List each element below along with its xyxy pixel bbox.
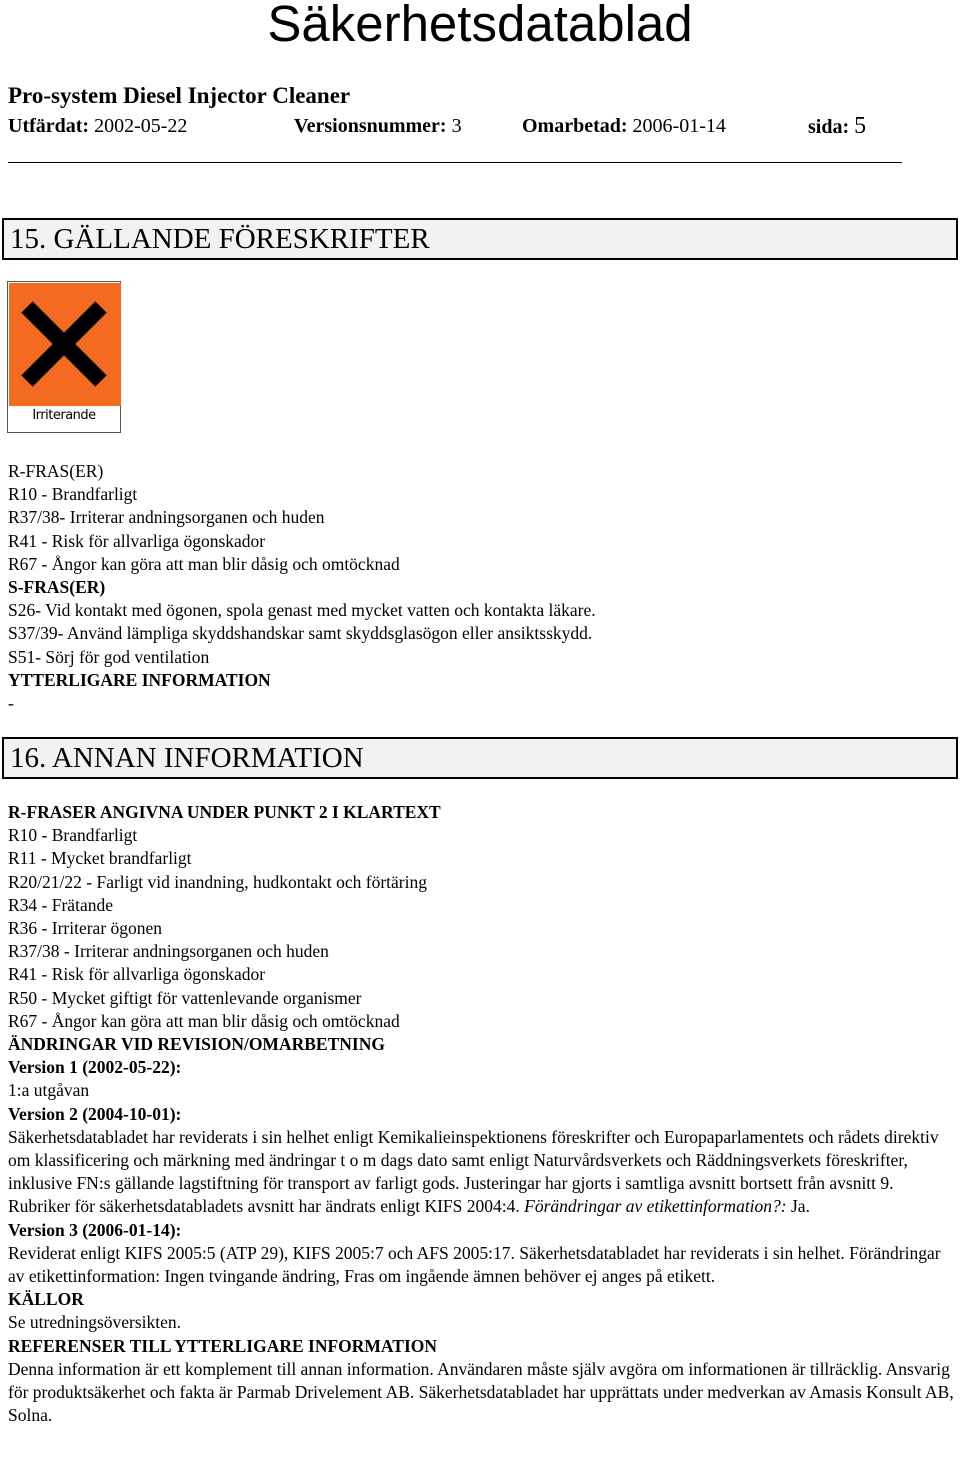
section-15-line: S37/39- Använd lämpliga skyddshandskar samt skyddsglasögon eller ansiktsskydd. (8, 623, 593, 644)
rphrase-item: R37/38 - Irriterar andningsorganen och huden (8, 941, 329, 962)
version-value: 3 (451, 115, 462, 137)
section-16-header (2, 737, 958, 779)
issued-value: 2002-05-22 (94, 115, 188, 137)
rphrase-item: R41 - Risk för allvarliga ögonskador (8, 964, 266, 985)
version-2-end: Ja. (791, 1196, 810, 1217)
hazard-symbol-background (9, 283, 121, 406)
rphrases-heading: R-FRASER ANGIVNA UNDER PUNKT 2 I KLARTEXT (8, 802, 441, 822)
version-number (294, 112, 462, 140)
rphrase-item: R34 - Frätande (8, 894, 113, 915)
section-15-heading: 15. GÄLLANDE FÖRESKRIFTER (10, 223, 430, 255)
version-2-italic: Förändringar av etikettinformation?: (524, 1196, 787, 1217)
rphrase-item: R67 - Ångor kan göra att man blir dåsig och omtöcknad (8, 1010, 400, 1031)
product-name: Pro-system Diesel Injector Cleaner (8, 83, 351, 108)
section-16-content (8, 801, 954, 1427)
rphrase-item: R20/21/22 - Farligt vid inandning, hudkontakt och förtäring (8, 871, 427, 892)
section-15-line: YTTERLIGARE INFORMATION (8, 669, 271, 690)
issued-label: Utfärdat: (8, 115, 90, 137)
pictogram-caption: Irriterande (32, 408, 96, 423)
section-15-line: R41 - Risk för allvarliga ögonskador (8, 530, 266, 551)
sources-text: Se utredningsöversikten. (8, 1312, 182, 1333)
header-divider (8, 162, 902, 163)
hazard-pictogram (7, 281, 121, 433)
version-3-text: Reviderat enligt KIFS 2005:5 (ATP 29), KIFS 2005:7 och AFS 2005:17. Säkerhetsdatabladet har reviderats i sin helhet. Förändringar av etikettinformation: Ingen tvingande ändring, Fras om ingående ämnen behöver ej anges på etikett. (8, 1242, 941, 1287)
version-label: Versionsnummer: (294, 115, 447, 137)
references-text: Denna information är ett komplement till annan information. Användaren måste själv avgöra om informationen är tillräcklig. Ansvarig för produktsäkerhet och fakta är Parmab Drivelement AB. Säkerhetsdatabladet har upprättats under medverkan av Amasis Konsult AB, Solna. (8, 1358, 954, 1426)
version-1-heading: Version 1 (2002-05-22): (8, 1057, 182, 1078)
rphrases-list (8, 824, 954, 1033)
rphrase-item: R36 - Irriterar ögonen (8, 918, 163, 939)
page-value: 5 (854, 113, 867, 139)
page-label: sida: (808, 116, 850, 138)
issued-date (8, 112, 187, 140)
rphrase-item: R11 - Mycket brandfarligt (8, 848, 192, 869)
version-2-body: Säkerhetsdatabladet har reviderats i sin helhet enligt Kemikalieinspektionens föreskrifter och Europaparlamentets och rådets direktiv om klassificering och märkning med ändringar t o m dags dato samt enligt Naturvårdsverkets och Räddningsverkets föreskrifter, inklusive FN:s gällande lagstiftning för transport av farligt gods. Justeringar har gjorts i samtliga avsnitt bortsett från avsnitt 9. Rubriker för säkerhetsdatabladets avsnitt har ändrats enligt KIFS 2004:4. (8, 1126, 939, 1217)
references-heading: REFERENSER TILL YTTERLIGARE INFORMATION (8, 1335, 437, 1356)
document-title: Säkerhetsdatablad (267, 0, 693, 52)
section-15-content (8, 460, 596, 715)
version-3-heading: Version 3 (2006-01-14): (8, 1219, 182, 1240)
section-15-line: R37/38- Irriterar andningsorganen och huden (8, 507, 325, 528)
hazard-x-icon (9, 283, 121, 406)
revision-heading: ÄNDRINGAR VID REVISION/OMARBETNING (8, 1034, 385, 1055)
revised-label: Omarbetad: (522, 115, 628, 137)
section-16-heading: 16. ANNAN INFORMATION (10, 742, 364, 774)
section-15-line: - (8, 693, 14, 714)
sources-heading: KÄLLOR (8, 1289, 84, 1310)
section-15-line: S51- Sörj för god ventilation (8, 646, 210, 667)
page-number (808, 112, 866, 141)
revised-date (522, 112, 726, 140)
version-2-text (8, 1126, 954, 1219)
rphrase-item: R10 - Brandfarligt (8, 825, 138, 846)
revised-value: 2006-01-14 (632, 115, 726, 137)
version-1-text: 1:a utgåvan (8, 1080, 90, 1101)
section-15-line: R-FRAS(ER) (8, 461, 104, 481)
section-15-line: S26- Vid kontakt med ögonen, spola genast med mycket vatten och kontakta läkare. (8, 600, 596, 621)
section-15-line: R10 - Brandfarligt (8, 484, 138, 505)
section-15-line: R67 - Ångor kan göra att man blir dåsig och omtöcknad (8, 553, 400, 574)
section-15-line: S-FRAS(ER) (8, 577, 106, 598)
version-2-heading: Version 2 (2004-10-01): (8, 1103, 182, 1124)
rphrase-item: R50 - Mycket giftigt för vattenlevande organismer (8, 987, 362, 1008)
section-15-header (2, 218, 958, 260)
